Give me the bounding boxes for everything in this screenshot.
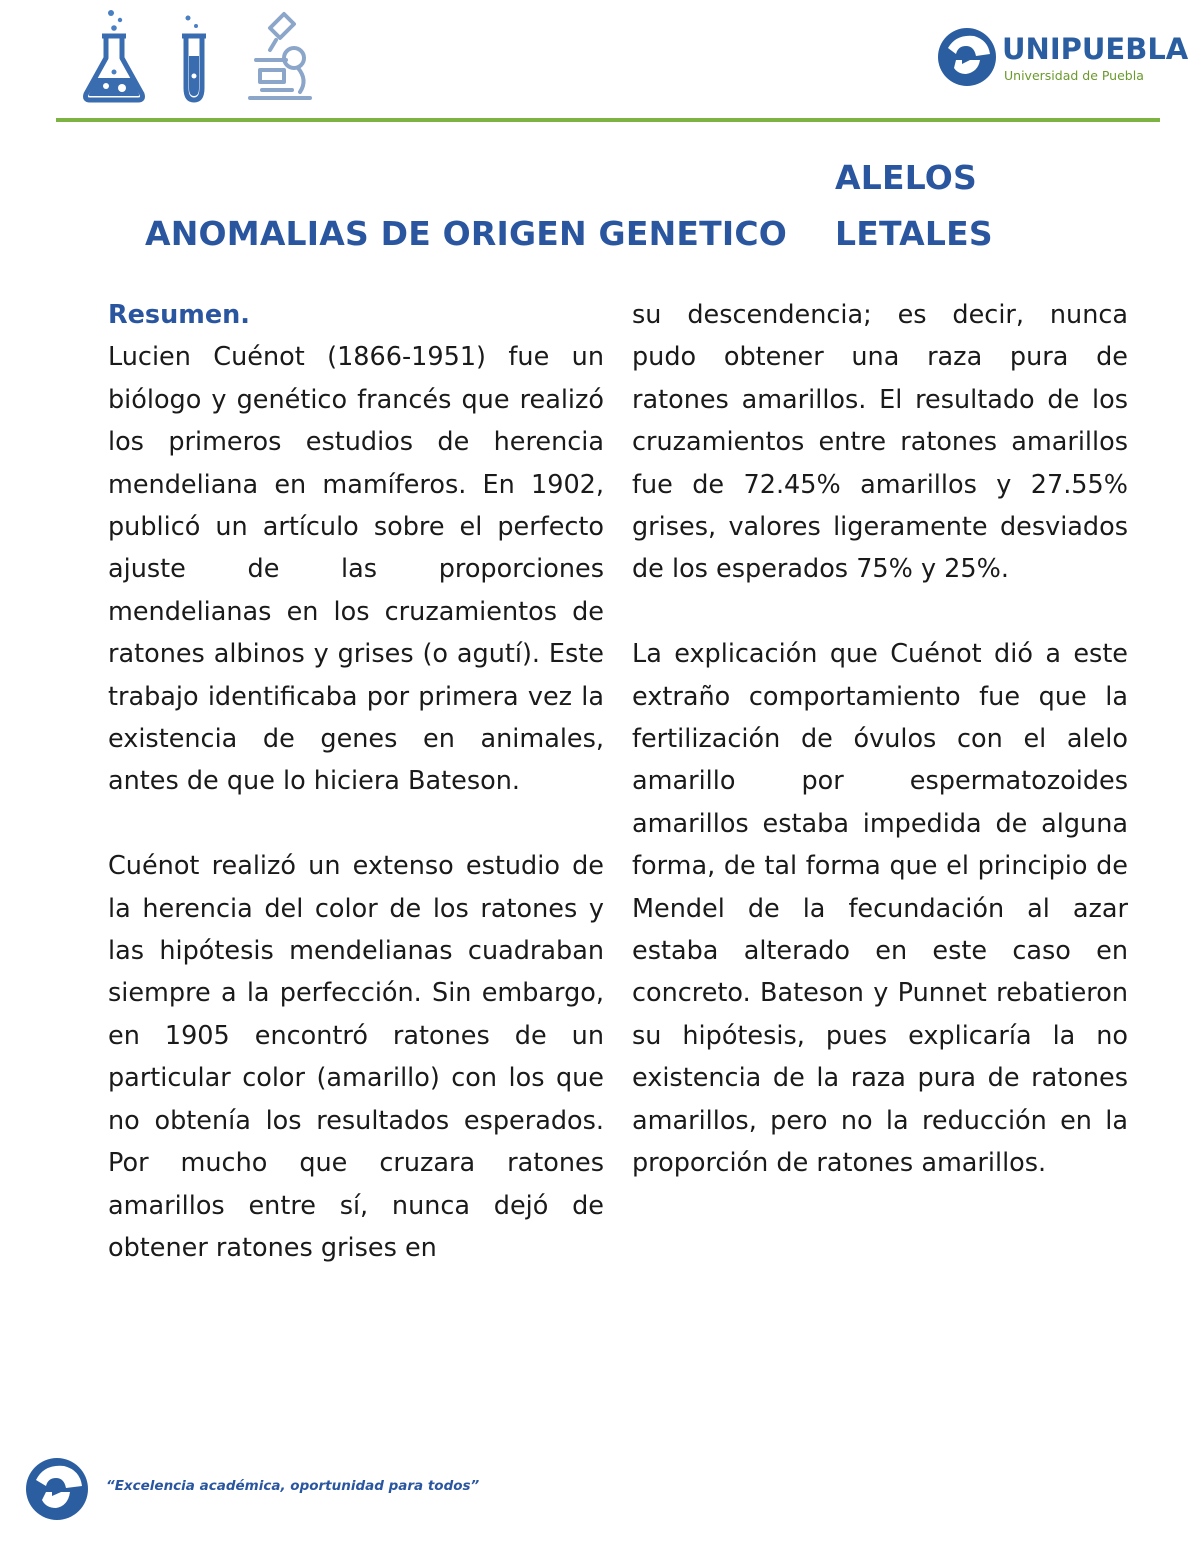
page-title [60, 150, 1140, 262]
header-icons [78, 6, 318, 106]
footer-motto: “Excelencia académica, oportunidad para todos” [106, 1478, 480, 1494]
header-divider [56, 118, 1160, 122]
paragraph-3: su descendencia; es decir, nunca pudo obtener una raza pura de ratones amarillos. El resultado de los cruzamientos entre ratones amarillos fue de 72.45% amarillos y 27.55% grises, valores ligeramente desviados de los esperados 75% y 25%. [632, 300, 1128, 585]
unipuebla-logo [936, 24, 1189, 94]
paragraph-4: La explicación que Cuénot dió a este extraño comportamiento fue que la fertilización de óvulos con el alelo amarillo por espermatozoides amarillos estaba impedida de alguna forma, de tal forma que el principio de Mendel de la fecundación al azar estaba alterado en este caso en concreto. Bateson y Punnet rebatieron su hipótesis, pues explicaría la no existencia de la raza pura de ratones amarillos, pero no la reducción en la proporción de ratones amarillos. [632, 639, 1128, 1179]
paragraph-2: Cuénot realizó un extenso estudio de la herencia del color de los ratones y las hipótesis mendelianas cuadraban siempre a la perfección. Sin embargo, en 1905 encontró ratones de un particular color (amarillo) con los que no obtenía los resultados esperados. Por mucho que cruzara ratones amarillos entre sí, nunca dejó de obtener ratones grises en [108, 851, 604, 1263]
microscope-icon [240, 6, 318, 106]
logo-name: UNIPUEBLA [1002, 32, 1189, 66]
footer-emblem-icon [24, 1456, 90, 1522]
title-part-2: ALELOS LETALES [835, 158, 993, 253]
logo-subtitle: Universidad de Puebla [1004, 68, 1144, 83]
title-part-1: ANOMALIAS DE ORIGEN GENETICO [144, 214, 788, 253]
paragraph-1: Lucien Cuénot (1866-1951) fue un biólogo y genético francés que realizó los primeros estudios de herencia mendeliana en mamíferos. En 1902, publicó un artículo sobre el perfecto ajuste de las proporciones mendelianas en los cruzamientos de ratones albinos y grises (o agutí). Este trabajo identificaba por primera vez la existencia de genes en animales, antes de que lo hiciera Bateson. [108, 342, 604, 797]
flask-icon [78, 6, 150, 106]
section-heading: Resumen. [108, 300, 250, 330]
unipuebla-emblem-icon [936, 26, 998, 88]
left-column [108, 294, 604, 1269]
right-column [632, 294, 1128, 1185]
test-tube-icon [176, 6, 212, 106]
